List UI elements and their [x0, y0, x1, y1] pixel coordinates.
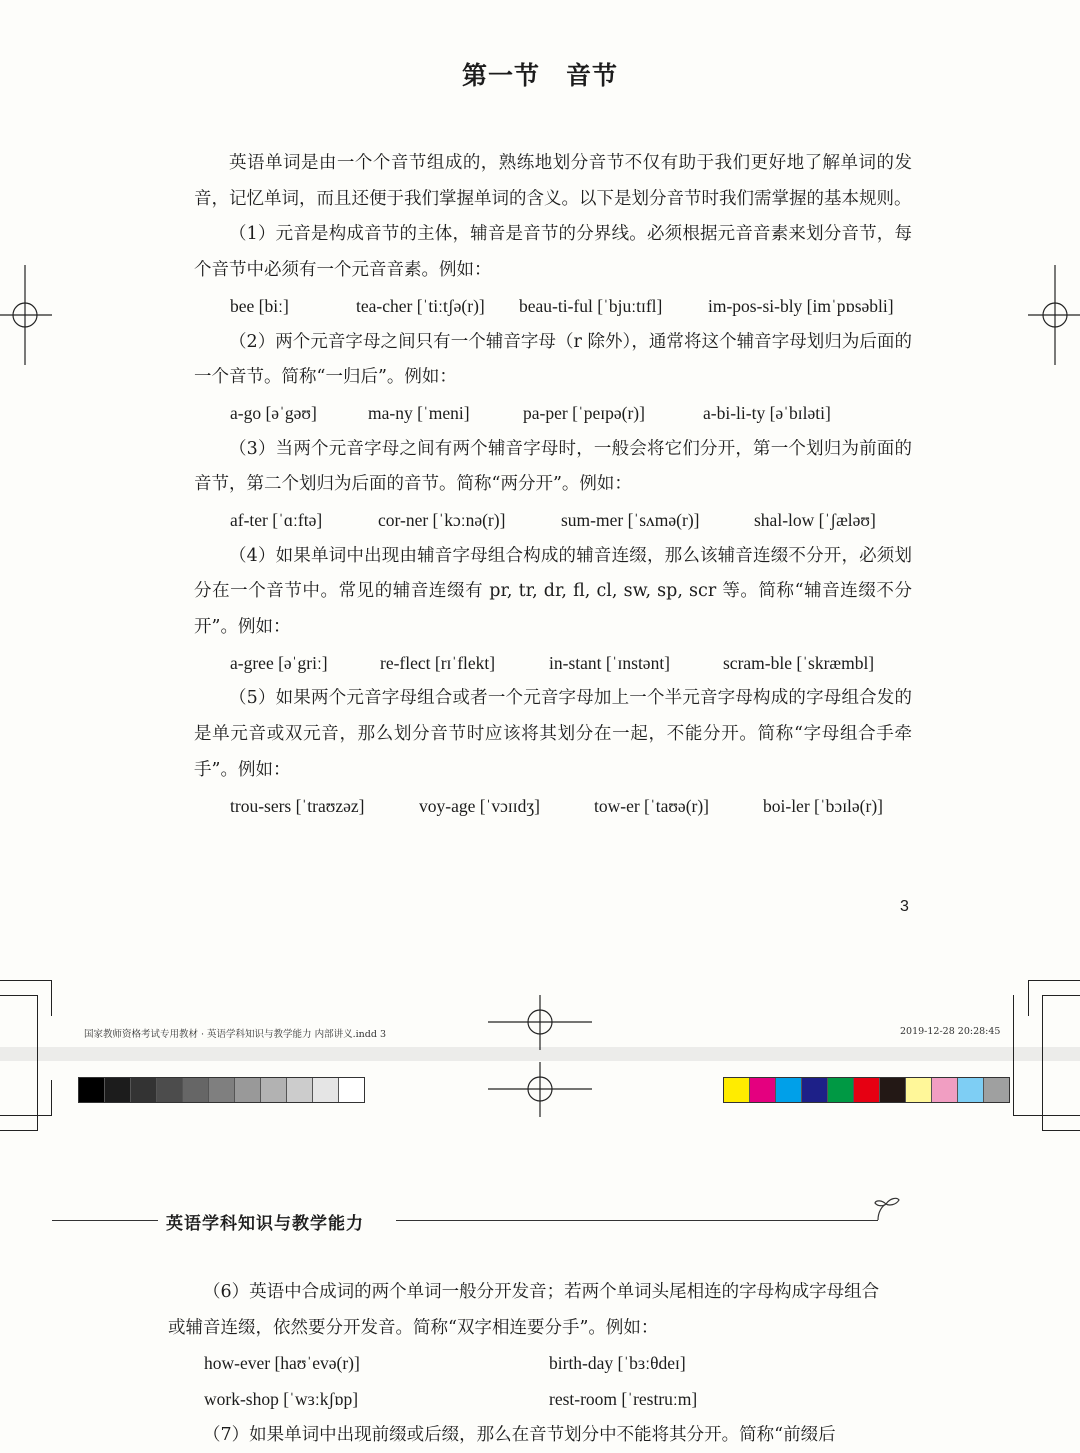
slug-timestamp: 2019-12-28 20:28:45 — [900, 1026, 1001, 1037]
color-swatch — [287, 1078, 313, 1102]
registration-mark-left — [0, 265, 52, 365]
example-row — [168, 1382, 886, 1418]
color-swatch — [261, 1078, 287, 1102]
example-word: tow-er [ˈtaʊə(r)] — [594, 795, 710, 816]
slug-filename: 国家教师资格考试专用教材 · 英语学科知识与教学能力 内部讲义.indd 3 — [84, 1029, 386, 1040]
crop-mark — [0, 995, 38, 996]
example-row — [194, 396, 912, 432]
intro-paragraph: 英语单词是由一个个音节组成的，熟练地划分音节不仅有助于我们更好地了解单词的发音，记忆单词，而且还便于我们掌握单词的含义。以下是划分音节时我们需掌握的基本规则。 — [194, 153, 912, 209]
color-swatch — [183, 1078, 209, 1102]
example-word: in-stant [ˈɪnstənt] — [549, 652, 671, 673]
example-word: shal-low [ˈʃæləʊ] — [754, 510, 876, 530]
color-swatch — [854, 1078, 880, 1102]
color-swatch — [105, 1078, 131, 1102]
color-swatch — [750, 1078, 776, 1102]
page-title — [0, 56, 1080, 92]
color-swatch — [906, 1078, 932, 1102]
page-number: 3 — [900, 898, 909, 915]
title-topic: 音节 — [566, 61, 619, 90]
example-word: a-gree [əˈgriː] — [230, 652, 328, 673]
example-word: beau-ti-ful [ˈbjuːtɪfl] — [519, 295, 663, 316]
example-word: af-ter [ˈɑːftə] — [230, 510, 323, 530]
gray-color-bar — [78, 1077, 365, 1103]
example-row — [194, 789, 912, 825]
color-swatch — [984, 1078, 1009, 1102]
rule-paragraph: （5）如果两个元音字母组合或者一个元音字母加上一个半元音字母构成的字母组合发的是单元音或双元音，那么划分音节时应该将其划分在一起，不能分开。简称“字母组合手牵手”。例如： — [194, 688, 912, 780]
rule-paragraph: （1）元音是构成音节的主体，辅音是音节的分界线。必须根据元音音素来划分音节，每个音节中必须有一个元音音素。例如： — [194, 224, 912, 281]
color-swatch — [131, 1078, 157, 1102]
example-word: cor-ner [ˈkɔːnə(r)] — [378, 510, 506, 530]
example-word: a-bi-li-ty [əˈbɪləti] — [703, 402, 831, 423]
color-swatch — [235, 1078, 261, 1102]
example-word: a-go [əˈgəʊ] — [230, 402, 317, 423]
example-word: birth-day [ˈbɜːθdeɪ] — [549, 1353, 686, 1374]
process-color-bar — [723, 1077, 1010, 1103]
registration-mark-center-top — [488, 995, 592, 1050]
example-word: work-shop [ˈwɜːkʃɒp] — [204, 1389, 359, 1410]
crop-mark — [1028, 980, 1080, 981]
rule-paragraph: （3）当两个元音字母之间有两个辅音字母时，一般会将它们分开，第一个划归为前面的音节，第二个划归为后面的音节。简称“两分开”。例如： — [194, 438, 912, 495]
header-rule-left — [52, 1220, 158, 1221]
header-rule-right — [396, 1220, 878, 1221]
color-swatch — [724, 1078, 750, 1102]
color-swatch — [79, 1078, 105, 1102]
example-row — [168, 1346, 886, 1382]
color-swatch — [776, 1078, 802, 1102]
example-word: trou-sers [ˈtraʊzəz] — [230, 795, 365, 816]
rule-paragraph: （2）两个元音字母之间只有一个辅音字母（r 除外），通常将这个辅音字母划归为后面的一个音节。简称“一归后”。例如： — [194, 331, 912, 388]
crop-mark — [1042, 1130, 1080, 1131]
crop-mark — [0, 1115, 52, 1116]
example-word: voy-age [ˈvɔɪɪdʒ] — [419, 795, 540, 816]
color-swatch — [339, 1078, 364, 1102]
color-swatch — [828, 1078, 854, 1102]
running-header: 英语学科知识与教学能力 — [166, 1214, 364, 1234]
example-word: im-pos-si-bly [imˈpɒsəbli] — [708, 295, 894, 316]
crop-mark — [1042, 995, 1043, 1130]
color-swatch — [802, 1078, 828, 1102]
example-word: tea-cher [ˈtiːtʃə(r)] — [356, 295, 485, 316]
example-word: scram-ble [ˈskræmbl] — [723, 652, 875, 673]
color-swatch — [157, 1078, 183, 1102]
crop-mark — [1013, 995, 1014, 1115]
crop-mark — [0, 1130, 38, 1131]
color-swatch — [932, 1078, 958, 1102]
registration-mark-right — [1028, 265, 1080, 365]
crop-mark — [0, 980, 52, 981]
example-word: boi-ler [ˈbɔɪlə(r)] — [763, 795, 883, 816]
example-word: pa-per [ˈpeɪpə(r)] — [523, 402, 645, 423]
color-swatch — [209, 1078, 235, 1102]
example-row — [194, 289, 912, 325]
example-word: bee [biː] — [230, 295, 289, 316]
crop-mark — [51, 1080, 52, 1116]
example-row — [194, 646, 912, 682]
color-swatch — [313, 1078, 339, 1102]
rule-paragraph-partial: （7）如果单词中出现前缀或后缀，那么在音节划分中不能将其分开。简称“前缀后 — [203, 1424, 836, 1445]
rule-paragraph: （4）如果单词中出现由辅音字母组合构成的辅音连缀，那么该辅音连缀不分开，必须划分在一个音节中。常见的辅音连缀有 pr, tr, dr, fl, cl, sw, sp, scr 等。简称“辅音连缀不分开”。例如： — [194, 545, 912, 638]
rule-paragraph: （6）英语中合成词的两个单词一般分开发音；若两个单词头尾相连的字母构成字母组合或辅音连缀，依然要分开发音。简称“双字相连要分手”。例如： — [168, 1282, 880, 1338]
crop-mark — [1042, 995, 1080, 996]
crop-mark — [1028, 980, 1029, 1016]
sprout-icon — [872, 1194, 902, 1224]
crop-mark — [51, 980, 52, 1016]
page2-body — [168, 1275, 886, 1453]
example-word: how-ever [haʊˈevə(r)] — [204, 1353, 360, 1374]
example-word: rest-room [ˈrestruːm] — [549, 1389, 698, 1410]
example-word: re-flect [rɪˈflekt] — [380, 652, 496, 673]
registration-mark-center-bottom — [488, 1062, 592, 1117]
page1-body — [194, 146, 912, 824]
color-swatch — [880, 1078, 906, 1102]
title-section: 第一节 — [461, 61, 540, 90]
crop-mark — [1013, 1115, 1080, 1116]
example-word: sum-mer [ˈsʌmə(r)] — [561, 510, 700, 530]
color-swatch — [958, 1078, 984, 1102]
crop-mark — [37, 995, 38, 1130]
example-word: ma-ny [ˈmeni] — [368, 402, 470, 423]
example-row — [194, 503, 912, 539]
